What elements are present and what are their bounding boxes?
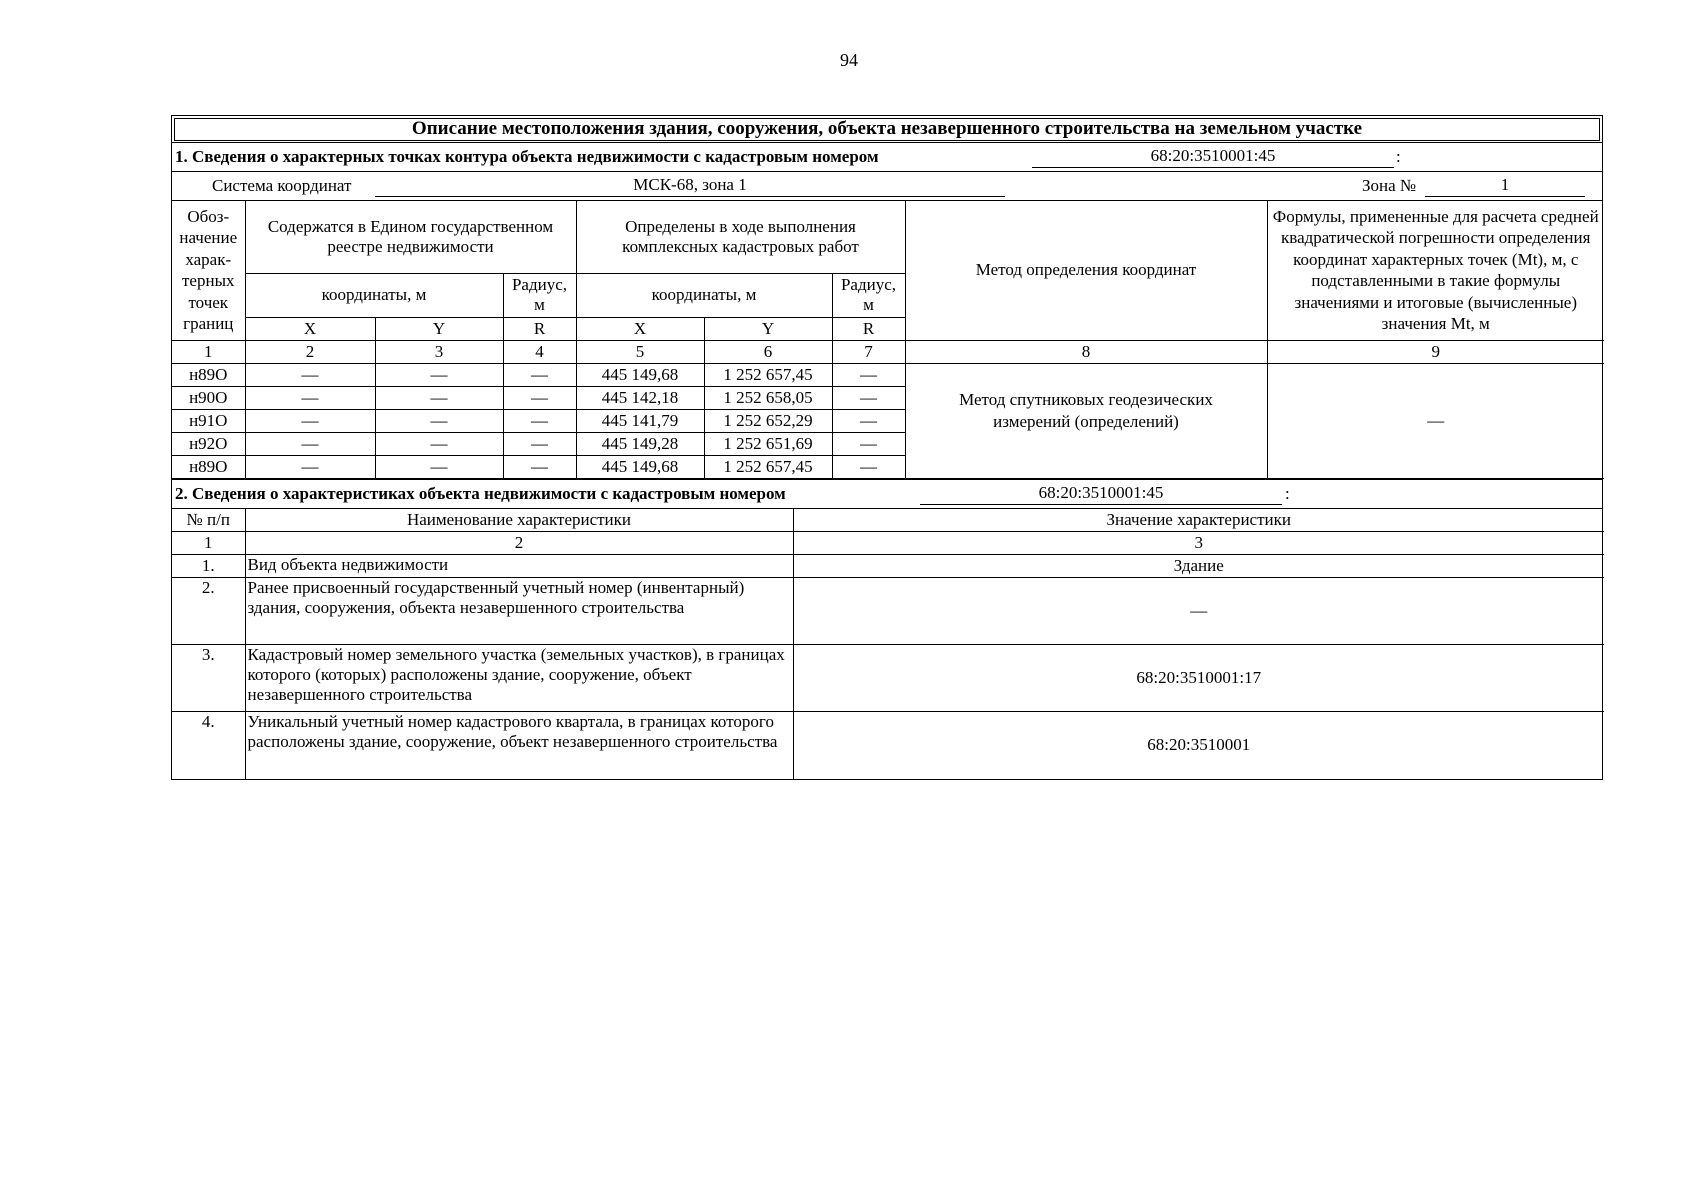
characteristic-value: Здание [793, 555, 1604, 578]
y-value: 1 252 651,69 [704, 432, 832, 455]
col-number: 3 [375, 340, 503, 363]
x-egrn: — [245, 363, 375, 386]
header-formulas: Формулы, примененные для расчета средней квадратической погрешности определения координат характерных точек (Mt), м, с подставленными в такие формулы значениями и итоговые (вычисленные) значения Mt, м [1267, 201, 1604, 340]
r-egrn: — [503, 363, 576, 386]
section1-colon: : [1396, 147, 1401, 166]
characteristic-value: 68:20:3510001 [793, 712, 1604, 779]
r-egrn: — [503, 409, 576, 432]
characteristic-name: Вид объекта недвижимости [245, 555, 793, 578]
x-egrn: — [245, 386, 375, 409]
column-numbers-row [172, 340, 1604, 363]
y-value: 1 252 658,05 [704, 386, 832, 409]
r-egrn: — [503, 386, 576, 409]
coord-system-value: МСК-68, зона 1 [375, 174, 1005, 197]
y-egrn: — [375, 455, 503, 478]
header-kkr-coords: координаты, м [576, 273, 832, 317]
form-title: Описание местоположения здания, сооружения, объекта незавершенного строительства на земельном участке [172, 116, 1602, 143]
section1-label: 1. Сведения о характерных точках контура объекта недвижимости с кадастровым номером [175, 147, 879, 166]
y-egrn: — [375, 386, 503, 409]
table-row [172, 712, 1604, 779]
points-table [172, 201, 1604, 479]
point-designation: н91О [172, 409, 245, 432]
col-number: 2 [245, 532, 793, 555]
r-value: — [832, 386, 905, 409]
header-egrn-radius: Радиус, м [503, 273, 576, 317]
col-number: 6 [704, 340, 832, 363]
y-value: 1 252 657,45 [704, 363, 832, 386]
table-row [172, 363, 1604, 386]
col-number: 9 [1267, 340, 1604, 363]
r-egrn: — [503, 455, 576, 478]
col-number: 2 [245, 340, 375, 363]
characteristic-name: Ранее присвоенный государственный учетный номер (инвентарный) здания, сооружения, объекта незавершенного строительства [245, 578, 793, 645]
characteristics-table [172, 509, 1604, 779]
header-kkr-radius: Радиус, м [832, 273, 905, 317]
header-method: Метод определения координат [905, 201, 1267, 340]
header-egrn-r: R [503, 317, 576, 340]
row-num: 3. [172, 645, 245, 712]
y-egrn: — [375, 432, 503, 455]
characteristic-value: 68:20:3510001:17 [793, 645, 1604, 712]
header-egrn: Содержатся в Едином государственном реестре недвижимости [245, 201, 576, 273]
point-designation: н89О [172, 455, 245, 478]
section2-colon: : [1285, 483, 1290, 503]
header-kkr-y: Y [704, 317, 832, 340]
r-egrn: — [503, 432, 576, 455]
x-value: 445 141,79 [576, 409, 704, 432]
location-description-form [171, 115, 1603, 780]
y-egrn: — [375, 363, 503, 386]
header-kkr: Определены в ходе выполнения комплексных кадастровых работ [576, 201, 905, 273]
section2-cadastral-number: 68:20:3510001:45 [920, 482, 1282, 505]
col-number: 1 [172, 340, 245, 363]
table-row [172, 555, 1604, 578]
point-designation: н90О [172, 386, 245, 409]
characteristic-value: — [793, 578, 1604, 645]
section1-heading [172, 143, 1602, 172]
section2-heading [172, 479, 1602, 509]
r-value: — [832, 409, 905, 432]
header-egrn-y: Y [375, 317, 503, 340]
formulas-value: — [1267, 363, 1604, 478]
row-num: 4. [172, 712, 245, 779]
x-egrn: — [245, 409, 375, 432]
coordinate-system-row [172, 172, 1602, 201]
row-num: 2. [172, 578, 245, 645]
r-value: — [832, 432, 905, 455]
r-value: — [832, 363, 905, 386]
x-value: 445 149,68 [576, 455, 704, 478]
col-number: 7 [832, 340, 905, 363]
table-row [172, 578, 1604, 645]
col-number: 5 [576, 340, 704, 363]
row-num: 1. [172, 555, 245, 578]
header-kkr-r: R [832, 317, 905, 340]
y-value: 1 252 652,29 [704, 409, 832, 432]
section2-label: 2. Сведения о характеристиках объекта недвижимости с кадастровым номером [175, 483, 786, 503]
column-numbers-row [172, 532, 1604, 555]
r-value: — [832, 455, 905, 478]
col-number: 8 [905, 340, 1267, 363]
x-value: 445 149,68 [576, 363, 704, 386]
point-designation: н92О [172, 432, 245, 455]
characteristic-name: Уникальный учетный номер кадастрового квартала, в границах которого расположены здание, сооружение, объект незавершенного строительства [245, 712, 793, 779]
coord-system-label: Система координат [212, 176, 352, 195]
x-value: 445 149,28 [576, 432, 704, 455]
method-value: Метод спутниковых геодезических измерений (определений) [905, 363, 1267, 478]
y-egrn: — [375, 409, 503, 432]
page-number: 94 [840, 50, 858, 70]
col-number: 3 [793, 532, 1604, 555]
header-egrn-x: X [245, 317, 375, 340]
col-number: 1 [172, 532, 245, 555]
zone-label: Зона № [1362, 176, 1417, 195]
x-egrn: — [245, 455, 375, 478]
header-egrn-coords: координаты, м [245, 273, 503, 317]
x-value: 445 142,18 [576, 386, 704, 409]
header-designation: Обоз-начение харак-терных точек границ [172, 201, 245, 340]
header-value: Значение характеристики [793, 509, 1604, 532]
x-egrn: — [245, 432, 375, 455]
zone-value: 1 [1425, 174, 1585, 197]
header-kkr-x: X [576, 317, 704, 340]
header-num: № п/п [172, 509, 245, 532]
characteristic-name: Кадастровый номер земельного участка (земельных участков), в границах которого (которых) расположены здание, сооружение, объект незавершенного строительства [245, 645, 793, 712]
y-value: 1 252 657,45 [704, 455, 832, 478]
table-row [172, 645, 1604, 712]
col-number: 4 [503, 340, 576, 363]
point-designation: н89О [172, 363, 245, 386]
section1-cadastral-number: 68:20:3510001:45 [1032, 145, 1394, 168]
header-name: Наименование характеристики [245, 509, 793, 532]
